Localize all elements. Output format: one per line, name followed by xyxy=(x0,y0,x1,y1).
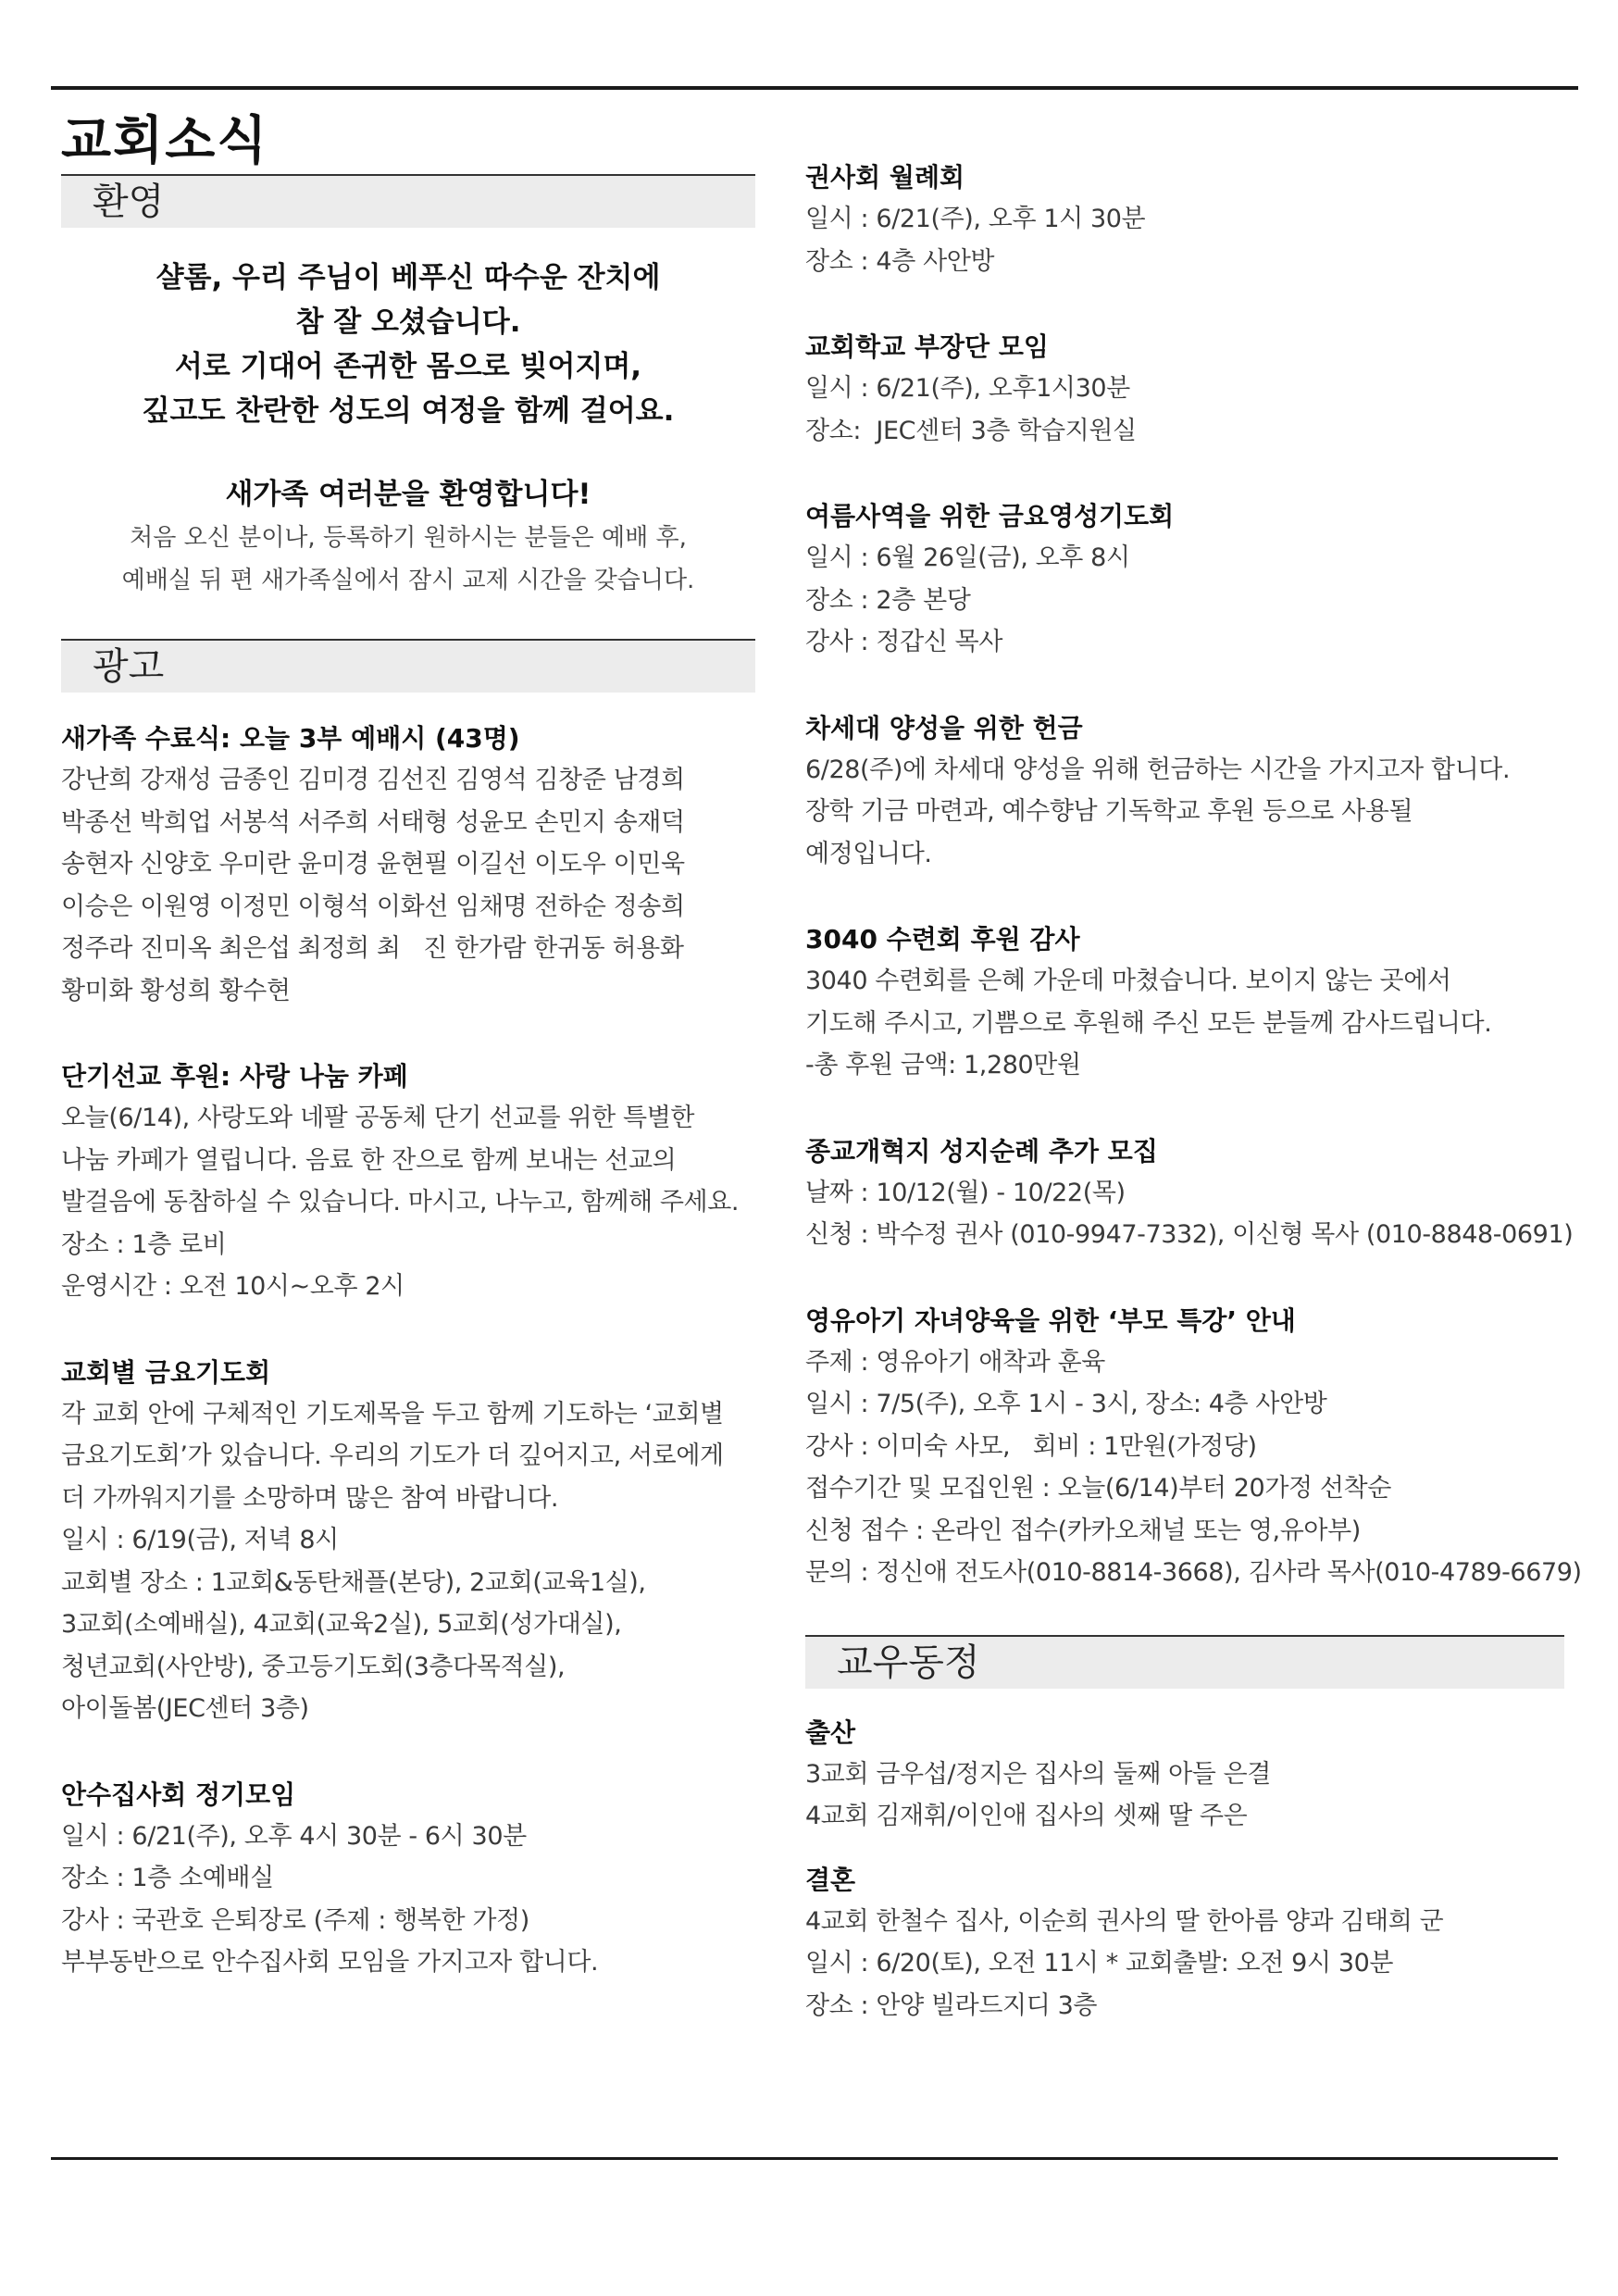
welcome-line: 깊고도 찬란한 성도의 여정을 함께 걸어요. xyxy=(142,394,675,428)
notice-title: 영유아기 자녀양육을 위한 ‘부모 특강’ 안내 xyxy=(805,1304,1296,1336)
notice-line: 이승은 이원영 이정민 이형석 이화선 임채명 전하순 정송희 xyxy=(61,892,685,921)
notice-item xyxy=(805,708,1564,876)
notice-line: 4교회 김재휘/이인애 집사의 셋째 딸 주은 xyxy=(805,1802,1248,1830)
notice-item xyxy=(61,1775,755,1984)
notice-line: 3교회(소예배실), 4교회(교육2실), 5교회(성가대실), xyxy=(61,1610,622,1639)
notice-item xyxy=(61,718,755,1012)
notice-line: 송현자 신양호 우미란 윤미경 윤현필 이길선 이도우 이민욱 xyxy=(61,850,685,879)
notice-title: 종교개혁지 성지순례 추가 모집 xyxy=(805,1135,1158,1167)
notice-title: 권사회 월례회 xyxy=(805,162,965,193)
notice-line: 교회별 장소 : 1교회&동탄채플(본당), 2교회(교육1실), xyxy=(61,1567,646,1597)
notice-title: 교회학교 부장단 모임 xyxy=(805,331,1049,362)
notice-title: 차세대 양성을 위한 헌금 xyxy=(805,712,1083,743)
notice-title: 여름사역을 위한 금요영성기도회 xyxy=(805,501,1175,531)
notice-line: 장소 : 안양 빌라드지디 3층 xyxy=(805,1990,1098,2020)
notice-line: 박종선 박희업 서봉석 서주희 서태형 성윤모 손민지 송재덕 xyxy=(61,807,685,837)
notice-item xyxy=(61,1056,755,1308)
notice-line: 장소: JEC센터 3층 학습지원실 xyxy=(805,416,1137,445)
notice-title: 안수집사회 정기모임 xyxy=(61,1778,296,1810)
notice-line: 금요기도회’가 있습니다. 우리의 기도가 더 깊어지고, 서로에게 xyxy=(61,1441,724,1470)
welcome-line: 참 잘 오셨습니다. xyxy=(295,306,521,339)
right-column xyxy=(805,157,1582,2049)
notice-line: 신청 접수 : 온라인 접수(카카오채널 또는 영,유아부) xyxy=(805,1516,1361,1545)
notice-line: 4교회 한철수 집사, 이순희 권사의 딸 한아름 양과 김태희 군 xyxy=(805,1906,1444,1936)
notice-line: 신청 : 박수정 권사 (010-9947-7332), 이신형 목사 (010-8848-0691) xyxy=(805,1220,1574,1249)
notice-line: -총 후원 금액: 1,280만원 xyxy=(805,1051,1081,1079)
notice-line: 발걸음에 동참하실 수 있습니다. 마시고, 나누고, 함께해 주세요. xyxy=(61,1188,740,1217)
notice-line: 6/28(주)에 차세대 양성을 위해 헌금하는 시간을 가지고자 합니다. xyxy=(805,755,1511,784)
notice-line: 강사 : 이미숙 사모, 회비 : 1만원(가정당) xyxy=(805,1431,1257,1461)
welcome-note: 예배실 뒤 편 새가족실에서 잠시 교제 시간을 갖습니다. xyxy=(121,567,695,594)
notice-item xyxy=(805,1301,1582,1594)
notice-line: 접수기간 및 모집인원 : 오늘(6/14)부터 20가정 선착순 xyxy=(805,1474,1391,1503)
notice-line: 날짜 : 10/12(월) - 10/22(목) xyxy=(805,1178,1126,1207)
notice-line: 아이돌봄(JEC센터 3층) xyxy=(61,1694,309,1723)
family-news-list xyxy=(805,1713,1564,2028)
notice-line: 일시 : 6/21(주), 오후 4시 30분 - 6시 30분 xyxy=(61,1821,527,1851)
notice-line: 더 가까워지기를 소망하며 많은 참여 바랍니다. xyxy=(61,1483,559,1513)
welcome-section xyxy=(61,256,755,602)
notice-line: 일시 : 6/21(주), 오후 1시 30분 xyxy=(805,205,1146,233)
welcome-line: 샬롬, 우리 주님이 베푸신 따수운 잔치에 xyxy=(156,261,661,294)
notice-line: 주제 : 영유아기 애착과 훈육 xyxy=(805,1347,1105,1377)
bottom-rule xyxy=(51,2157,1558,2160)
notice-line: 부부동반으로 안수집사회 모임을 가지고자 합니다. xyxy=(61,1948,599,1977)
notice-item xyxy=(805,327,1564,452)
notice-line: 강난희 강재성 금종인 김미경 김선진 김영석 김창준 남경희 xyxy=(61,766,685,794)
notice-title: 새가족 수료식: 오늘 3부 예배시 (43명) xyxy=(61,723,520,754)
notice-line: 오늘(6/14), 사랑도와 네팔 공동체 단기 선교를 위한 특별한 xyxy=(61,1104,695,1132)
family-news-header: 교우동정 xyxy=(805,1635,1564,1689)
notice-line: 예정입니다. xyxy=(805,839,932,868)
notice-line: 강사 : 정갑신 목사 xyxy=(805,628,1003,656)
notice-item xyxy=(805,157,1564,282)
notice-line: 3040 수련회를 은혜 가운데 마쳤습니다. 보이지 않는 곳에서 xyxy=(805,967,1451,995)
notice-line: 장소 : 1층 로비 xyxy=(61,1229,227,1259)
left-column xyxy=(61,174,755,2028)
notice-line: 청년교회(사안방), 중고등기도회(3층다목적실), xyxy=(61,1652,566,1681)
notice-line: 기도해 주시고, 기쁨으로 후원해 주신 모든 분들께 감사드립니다. xyxy=(805,1008,1492,1038)
ads-right-list xyxy=(805,157,1582,1594)
notice-item xyxy=(805,496,1564,664)
notice-title: 결혼 xyxy=(805,1864,856,1895)
page-title: 교회소식 xyxy=(61,110,269,171)
welcome-line: 서로 기대어 존귀한 몸으로 빚어지며, xyxy=(174,350,642,383)
notice-item xyxy=(805,1131,1574,1256)
notice-line: 일시 : 7/5(주), 오후 1시 - 3시, 장소: 4층 사안방 xyxy=(805,1390,1327,1418)
ads-left-list xyxy=(61,718,755,1984)
notice-line: 일시 : 6/21(주), 오후1시30분 xyxy=(805,374,1130,403)
notice-item xyxy=(805,919,1564,1087)
notice-line: 강사 : 국관호 은퇴장로 (주제 : 행복한 가정) xyxy=(61,1905,529,1935)
notice-line: 일시 : 6월 26일(금), 오후 8시 xyxy=(805,543,1130,572)
notice-line: 황미화 황성희 황수현 xyxy=(61,976,291,1005)
notice-line: 일시 : 6/19(금), 저녁 8시 xyxy=(61,1526,339,1554)
notice-line: 일시 : 6/20(토), 오전 11시 * 교회출발: 오전 9시 30분 xyxy=(805,1949,1394,1978)
notice-title: 3040 수련회 후원 감사 xyxy=(805,924,1080,955)
notice-title: 출산 xyxy=(805,1716,856,1748)
notice-line: 정주라 진미옥 최은섭 최정희 최 진 한가람 한귀동 허용화 xyxy=(61,934,684,963)
welcome-header: 환영 xyxy=(61,174,755,228)
welcome-subtitle: 새가족 여러분을 환영합니다! xyxy=(225,478,591,511)
top-rule xyxy=(51,86,1578,90)
notice-title: 교회별 금요기도회 xyxy=(61,1356,271,1388)
notice-item xyxy=(805,1860,1564,2028)
notice-item xyxy=(61,1353,755,1730)
notice-line: 각 교회 안에 구체적인 기도제목을 두고 함께 기도하는 ‘교회별 xyxy=(61,1399,724,1429)
ads-header: 광고 xyxy=(61,639,755,693)
notice-item xyxy=(805,1713,1564,1838)
notice-line: 장소 : 4층 사안방 xyxy=(805,246,995,276)
welcome-note: 처음 오신 분이나, 등록하기 원하시는 분들은 예배 후, xyxy=(130,524,687,552)
notice-line: 문의 : 정신애 전도사(010-8814-3668), 김사라 목사(010-4789-6679) xyxy=(805,1558,1582,1587)
notice-line: 장소 : 1층 소예배실 xyxy=(61,1864,274,1892)
notice-line: 나눔 카페가 열립니다. 음료 한 잔으로 함께 보내는 선교의 xyxy=(61,1145,677,1175)
notice-line: 장학 기금 마련과, 예수향남 기독학교 후원 등으로 사용될 xyxy=(805,797,1413,826)
notice-line: 운영시간 : 오전 10시~오후 2시 xyxy=(61,1272,404,1301)
notice-title: 단기선교 후원: 사랑 나눔 카페 xyxy=(61,1061,408,1092)
notice-line: 3교회 금우섭/정지은 집사의 둘째 아들 은결 xyxy=(805,1759,1271,1789)
notice-line: 장소 : 2층 본당 xyxy=(805,585,971,615)
